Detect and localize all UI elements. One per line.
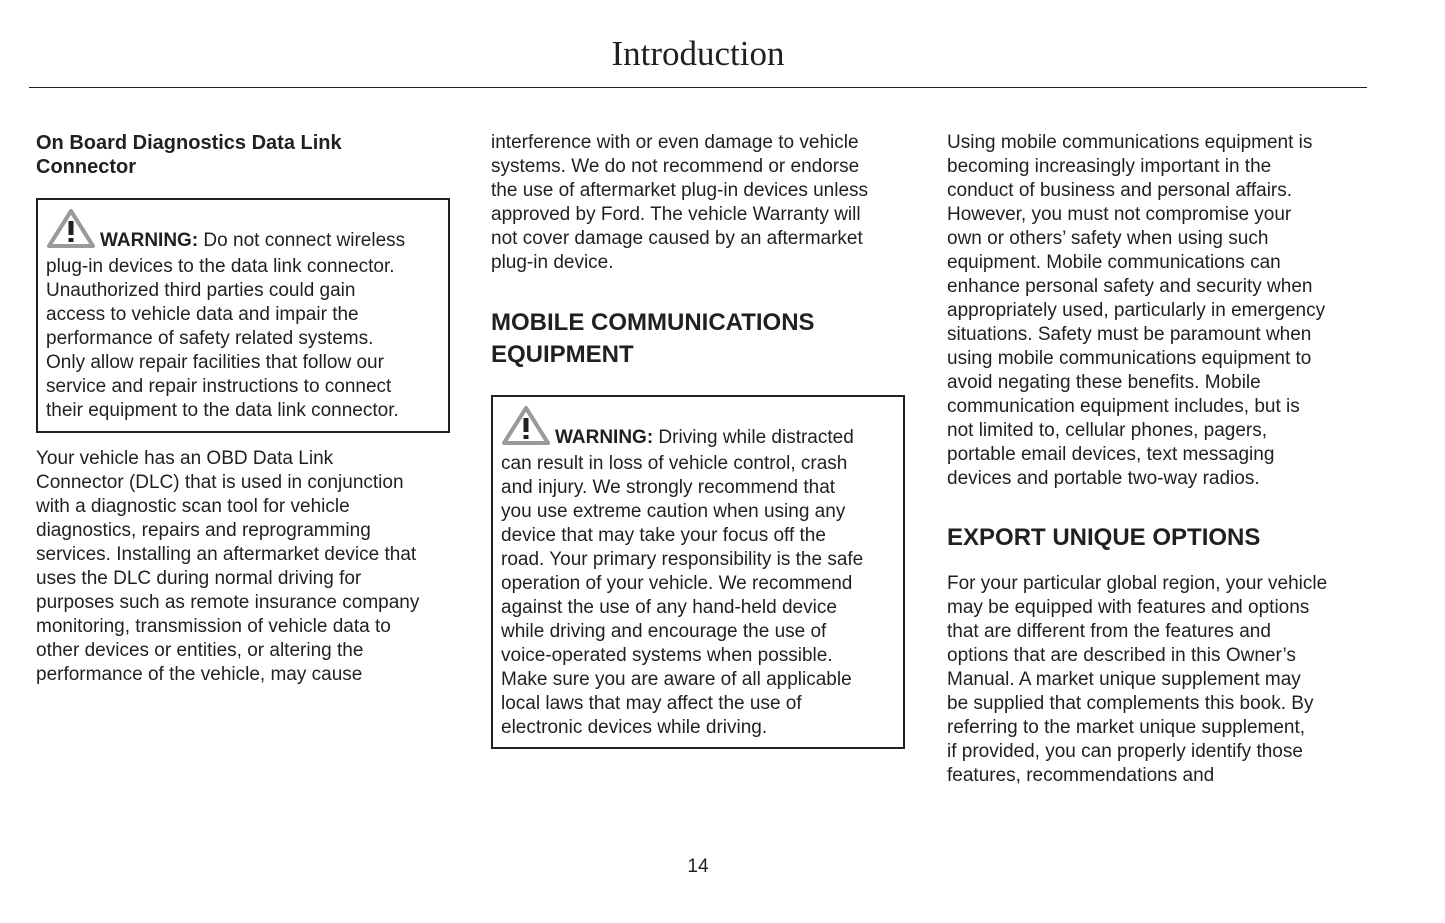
warning-body: plug-in devices to the data link connector. Unauthorized third parties could gain access to vehicle data and impair the performance of safety related systems. Only allow repair facilities that follow our service and repair instructions to connect their equipment to the data link connector.: [46, 256, 399, 421]
warning-text: [46, 208, 440, 423]
middle-column: [491, 131, 909, 749]
warning-first-line: Driving while distracted: [653, 427, 854, 448]
left-column: [36, 131, 454, 687]
warning-first-line: Do not connect wireless: [198, 230, 406, 251]
aftermarket-paragraph: interference with or even damage to vehicle systems. We do not recommend or endorse the use of aftermarket plug-in devices unless approved by Ford. The vehicle Warranty will not cover damage caused by an aftermarket plug-in device.: [491, 132, 869, 273]
obd-paragraph: Your vehicle has an OBD Data Link Connector (DLC) that is used in conjunction with a diagnostic scan tool for vehicle diagnostics, repairs and reprogramming services. Installing an aftermarket device that uses the DLC during normal driving for purposes such as remote insurance company monitoring, transmission of vehicle data to other devices or entities, or altering the performance of the vehicle, may cause: [36, 448, 420, 685]
mobile-paragraph: Using mobile communications equipment is becoming increasingly important in the conduct of business and personal affairs. However, you must not compromise your own or others’ safety when using such equipment. Mobile communications can enhance personal safety and security when appropriately used, particularly in emergency situations. Safety must be paramount when using mobile communications equipment to avoid negating these benefits. Mobile communication equipment includes, but is not limited to, cellular phones, pagers, portable email devices, text messaging devices and portable two-way radios.: [947, 132, 1326, 489]
mobile-communications-heading: MOBILE COMMUNICATIONS EQUIPMENT: [491, 309, 815, 368]
warning-triangle-icon: [501, 405, 551, 452]
warning-body: can result in loss of vehicle control, crash and injury. We strongly recommend that you use extreme caution when using any device that may take your focus off the road. Your primary responsibility is the safe operation of your vehicle. We recommend against the use of any hand-held device while driving and encourage the use of voice-operated systems when possible. Make sure you are aware of all applicable local laws that may affect the use of electronic devices while driving.: [501, 453, 864, 738]
warning-box-obd: [36, 198, 450, 433]
right-column: [947, 131, 1365, 788]
page-number: 14: [687, 856, 709, 877]
export-options-heading: EXPORT UNIQUE OPTIONS: [947, 524, 1261, 551]
page-title: Introduction: [611, 34, 785, 73]
warning-text: [501, 405, 895, 740]
warning-label: WARNING:: [555, 427, 654, 448]
export-paragraph: For your particular global region, your vehicle may be equipped with features and options that are different from the features and options that are described in this Owner’s Manual. A market unique supplement may be supplied that complements this book. By referring to the market unique supplement, if provided, you can properly identify those features, recommendations and: [947, 573, 1328, 786]
warning-box-mobile: [491, 395, 905, 749]
header-rule: [29, 87, 1367, 88]
warning-label: WARNING:: [100, 230, 199, 251]
warning-triangle-icon: [46, 208, 96, 255]
obd-subheading: On Board Diagnostics Data Link Connector: [36, 132, 342, 178]
